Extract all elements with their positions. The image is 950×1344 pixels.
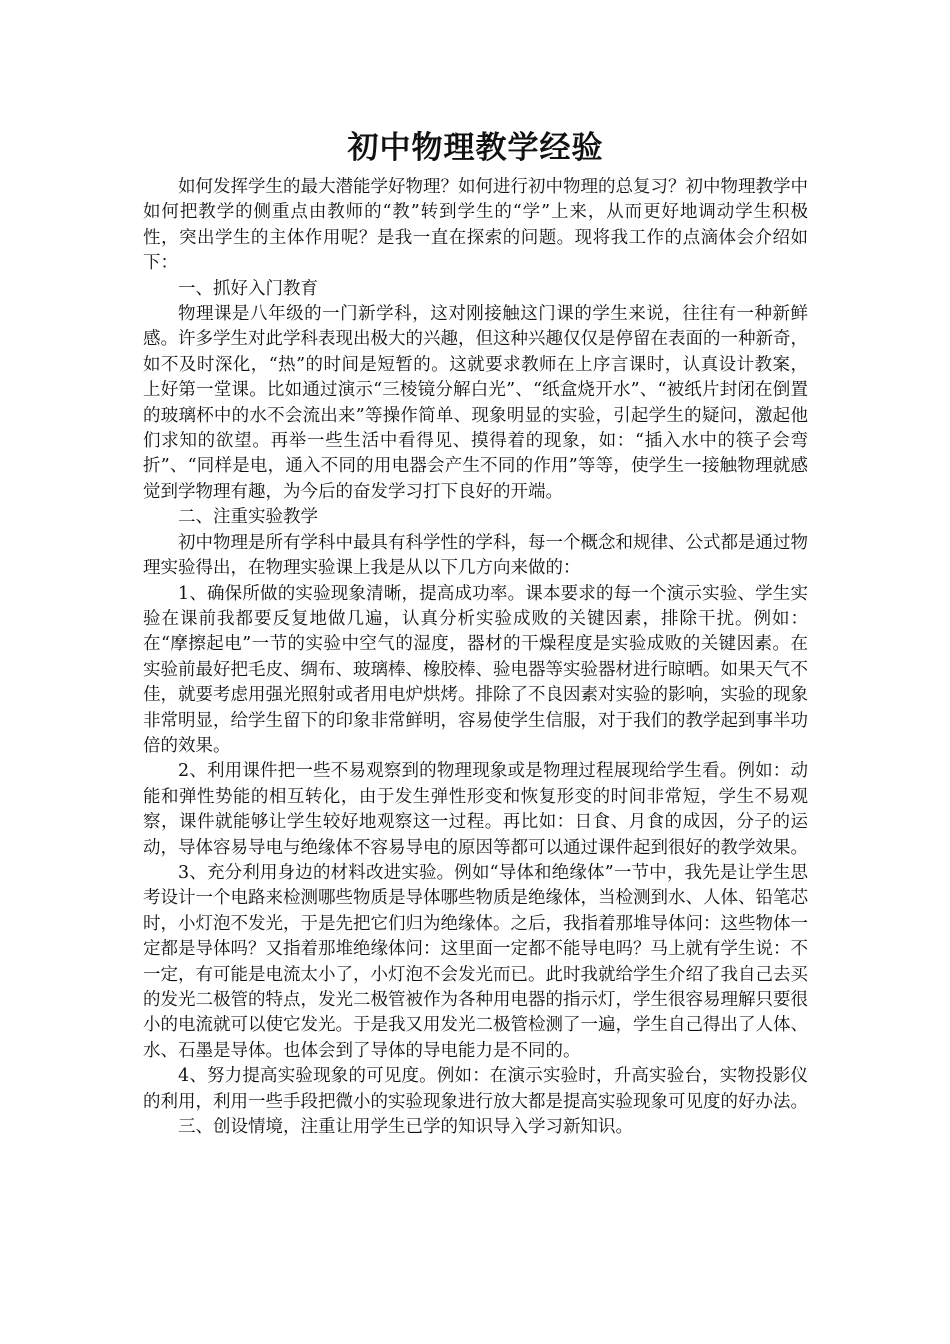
document-page bbox=[143, 125, 808, 1140]
section-2-item-1: 1、确保所做的实验现象清晰，提高成功率。课本要求的每一个演示实验、学生实验在课前我都要反复地做几遍，认真分析实验成败的关键因素，排除干扰。例如：在“摩擦起电”一节的实验中空气的湿度，器材的干燥程度是实验成败的关键因素。在实验前最好把毛皮、绸布、玻璃棒、橡胶棒、验电器等实验器材进行晾晒。如果天气不佳，就要考虑用强光照射或者用电炉烘烤。排除了不良因素对实验的影响，实验的现象非常明显，给学生留下的印象非常鲜明，容易使学生信服，对于我们的教学起到事半功倍的效果。 bbox=[143, 583, 808, 756]
section-2-item-3: 3、充分利用身边的材料改进实验。例如“导体和绝缘体”一节中，我先是让学生思考设计一个电路来检测哪些物质是导体哪些物质是绝缘体，当检测到水、人体、铅笔芯时，小灯泡不发光，于是先把它们归为绝缘体。之后，我指着那堆导体问：这些物体一定都是导体吗？又指着那堆绝缘体问：这里面一定都不能导电吗？马上就有学生说：不一定，有可能是电流太小了，小灯泡不会发光而已。此时我就给学生介绍了我自己去买的发光二极管的特点，发光二极管被作为各种用电器的指示灯，学生很容易理解只要很小的电流就可以使它发光。于是我又用发光二极管检测了一遍，学生自己得出了人体、水、石墨是导体。也体会到了导体的导电能力是不同的。 bbox=[143, 862, 808, 1061]
section-2-item-2: 2、利用课件把一些不易观察到的物理现象或是物理过程展现给学生看。例如：动能和弹性势能的相互转化，由于发生弹性形变和恢复形变的时间非常短，学生不易观察，课件就能够让学生较好地观察这一过程。再比如：日食、月食的成因，分子的运动，导体容易导电与绝缘体不容易导电的原因等都可以通过课件起到很好的教学效果。 bbox=[143, 761, 808, 858]
document-title: 初中物理教学经验 bbox=[347, 130, 604, 166]
section-heading-3: 三、创设情境，注重让用学生已学的知识导入学习新知识。 bbox=[178, 1117, 633, 1138]
section-2-item-4: 4、努力提高实验现象的可见度。例如：在演示实验时，升高实验台，实物投影仪的利用，利用一些手段把微小的实验现象进行放大都是提高实验现象可见度的好办法。 bbox=[143, 1066, 808, 1112]
section-heading-2: 二、注重实验教学 bbox=[178, 507, 318, 528]
intro-paragraph: 如何发挥学生的最大潜能学好物理？如何进行初中物理的总复习？初中物理教学中如何把教学的侧重点由教师的“教”转到学生的“学”上来，从而更好地调动学生积极性，突出学生的主体作用呢？是我一直在探索的问题。现将我工作的点滴体会介绍如下： bbox=[143, 177, 808, 274]
section-2-intro-paragraph: 初中物理是所有学科中最具有科学性的学科，每一个概念和规律、公式都是通过物理实验得出，在物理实验课上我是从以下几方向来做的： bbox=[143, 532, 808, 579]
section-1-paragraph: 物理课是八年级的一门新学科，这对刚接触这门课的学生来说，往往有一种新鲜感。许多学生对此学科表现出极大的兴趣，但这种兴趣仅仅是停留在表面的一种新奇，如不及时深化，“热”的时间是短暂的。这就要求教师在上序言课时，认真设计教案，上好第一堂课。比如通过演示“三棱镜分解白光”、“纸盒烧开水”、“被纸片封闭在倒置的玻璃杯中的水不会流出来”等操作简单、现象明显的实验，引起学生的疑问，激起他们求知的欲望。再举一些生活中看得见、摸得着的现象，如：“插入水中的筷子会弯折”、“同样是电，通入不同的用电器会产生不同的作用”等等，使学生一接触物理就感觉到学物理有趣，为今后的奋发学习打下良好的开端。 bbox=[143, 304, 808, 502]
section-heading-1: 一、抓好入门教育 bbox=[178, 278, 318, 299]
